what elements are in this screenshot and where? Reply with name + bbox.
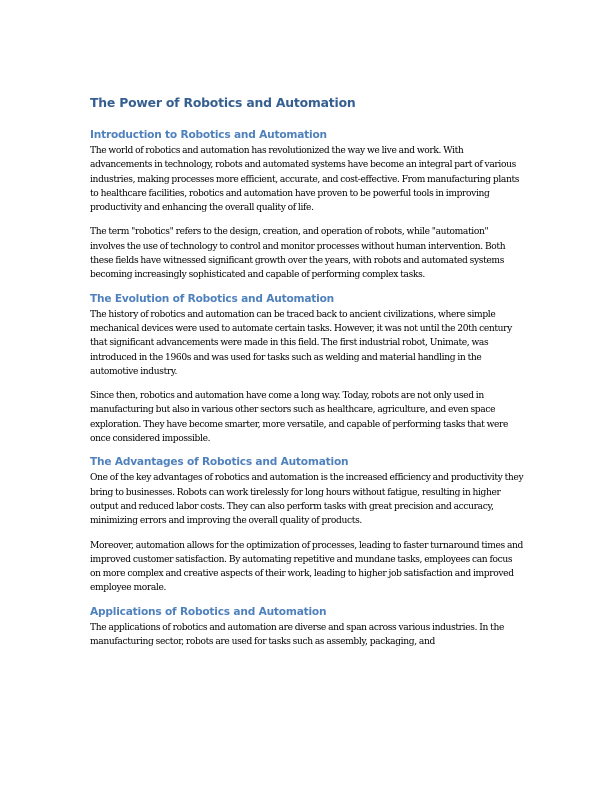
document-page bbox=[90, 94, 524, 659]
section-heading: Introduction to Robotics and Automation bbox=[90, 129, 327, 141]
paragraph: The term "robotics" refers to the design, creation, and operation of robots, while "automation" involves the use of technology to control and monitor processes without human intervention. Both these fields have witnessed significant growth over the years, with robots and automated systems becoming increasingly sophisticated and capable of performing complex tasks. bbox=[90, 227, 506, 281]
paragraph: One of the key advantages of robotics and automation is the increased efficiency and productivity they bring to businesses. Robots can work tirelessly for long hours without fatigue, resulting in higher output and reduced labor costs. They can also perform tasks with great precision and accuracy, minimizing errors and improving the overall quality of products. bbox=[90, 473, 524, 527]
section-evolution bbox=[90, 292, 524, 447]
section-heading: The Advantages of Robotics and Automation bbox=[90, 456, 349, 469]
paragraph: Since then, robotics and automation have come a long way. Today, robots are not only used in manufacturing but also in various other sectors such as healthcare, agriculture, and even space exploration. They have become smarter, more versatile, and capable of performing tasks that were once considered impossible. bbox=[90, 391, 509, 445]
section-introduction bbox=[90, 128, 524, 283]
paragraph: The applications of robotics and automation are diverse and span across various industries. In the manufacturing sector, robots are used for tasks such as assembly, packaging, and bbox=[90, 622, 505, 648]
document-title: The Power of Robotics and Automation bbox=[90, 95, 356, 110]
section-heading: Applications of Robotics and Automation bbox=[90, 605, 327, 618]
paragraph: Moreover, automation allows for the optimization of processes, leading to faster turnaround times and improved customer satisfaction. By automating repetitive and mundane tasks, employees can focus on more complex and creative aspects of their work, leading to higher job satisfaction and improved employee morale. bbox=[90, 540, 524, 594]
section-applications bbox=[90, 605, 524, 650]
paragraph: The world of robotics and automation has revolutionized the way we live and work. With advancements in technology, robots and automated systems have become an integral part of various industries, making processes more efficient, accurate, and cost-effective. From manufacturing plants to healthcare facilities, robotics and automation have proven to be powerful tools in improving productivity and enhancing the overall quality of life. bbox=[90, 146, 520, 214]
paragraph: The history of robotics and automation can be traced back to ancient civilizations, where simple mechanical devices were used to automate certain tasks. However, it was not until the 20th century that significant advancements were made in this field. The first industrial robot, Unimate, was introduced in the 1960s and was used for tasks such as welding and material handling in the automotive industry. bbox=[90, 309, 512, 377]
section-advantages bbox=[90, 455, 524, 595]
section-heading: The Evolution of Robotics and Automation bbox=[90, 292, 335, 305]
